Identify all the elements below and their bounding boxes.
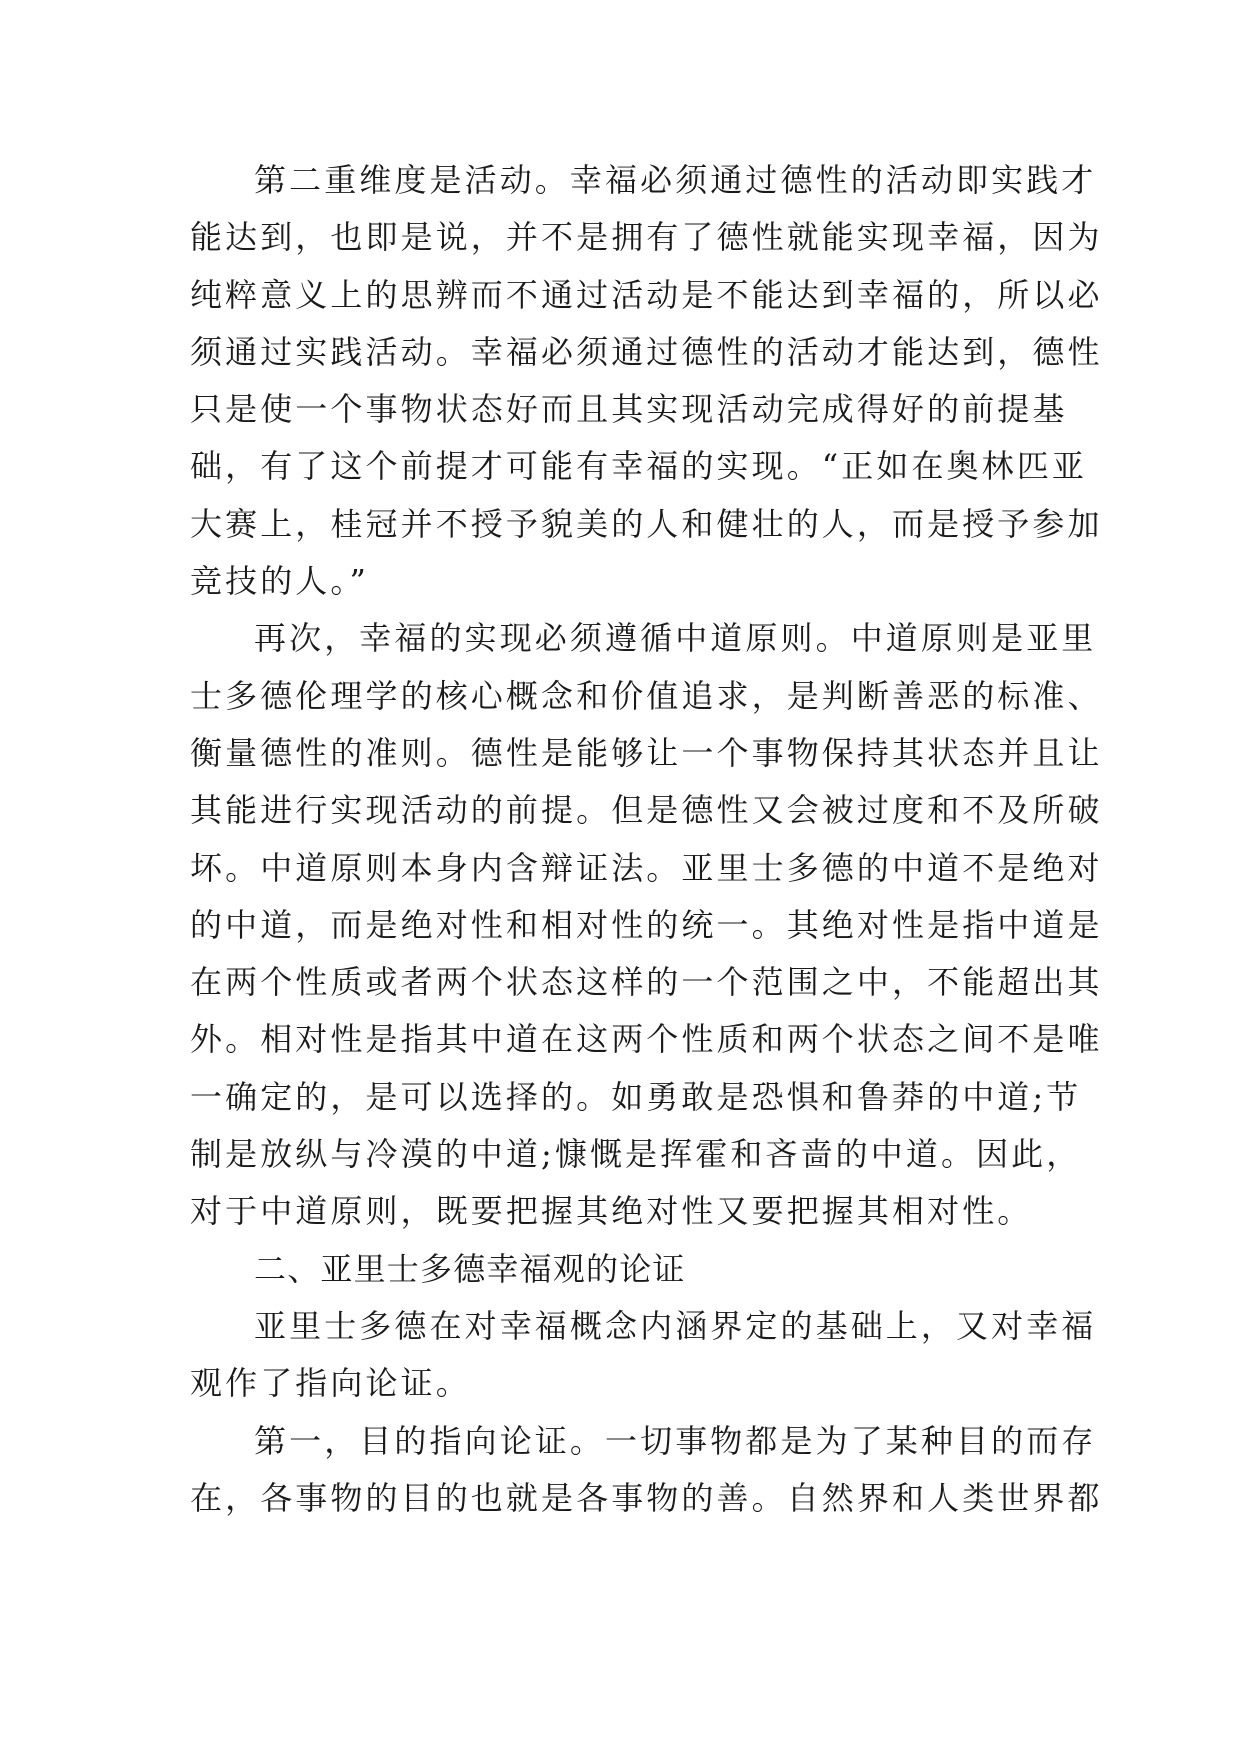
text-line: 大赛上，桂冠并不授予貌美的人和健壮的人，而是授予参加: [190, 504, 1103, 543]
text-line: 观作了指向论证。: [190, 1364, 471, 1403]
text-line: 一确定的，是可以选择的。如勇敢是恐惧和鲁莽的中道;节: [190, 1077, 1082, 1116]
text-line: 对于中道原则，既要把握其绝对性又要把握其相对性。: [190, 1192, 1033, 1231]
text-line: 制是放纵与冷漠的中道;慷慨是挥霍和吝啬的中道。因此，: [190, 1135, 1082, 1174]
body-text: [190, 152, 1103, 1527]
text-line: 士多德伦理学的核心概念和价值追求，是判断善恶的标准、: [190, 676, 1103, 715]
text-line: 坏。中道原则本身内含辩证法。亚里士多德的中道不是绝对: [190, 848, 1103, 887]
text-line: 衡量德性的准则。德性是能够让一个事物保持其状态并且让: [190, 733, 1103, 772]
text-line: 竞技的人。”: [190, 562, 369, 601]
text-line: 在两个性质或者两个状态这样的一个范围之中，不能超出其: [190, 963, 1103, 1002]
text-line: 纯粹意义上的思辨而不通过活动是不能达到幸福的，所以必: [190, 275, 1103, 314]
text-line: 外。相对性是指其中道在这两个性质和两个状态之间不是唯: [190, 1020, 1103, 1059]
text-line: 须通过实践活动。幸福必须通过德性的活动才能达到，德性: [190, 332, 1103, 371]
text-line: 再次，幸福的实现必须遵循中道原则。中道原则是亚里: [254, 619, 1097, 658]
text-line: 其能进行实现活动的前提。但是德性又会被过度和不及所破: [190, 791, 1103, 830]
text-line: 第二重维度是活动。幸福必须通过德性的活动即实践才: [254, 161, 1097, 199]
text-line: 的中道，而是绝对性和相对性的统一。其绝对性是指中道是: [190, 905, 1103, 944]
text-line: 在，各事物的目的也就是各事物的善。自然界和人类世界都: [190, 1478, 1103, 1517]
text-line: 只是使一个事物状态好而且其实现活动完成得好的前提基: [190, 390, 1068, 429]
text-line: 能达到，也即是说，并不是拥有了德性就能实现幸福，因为: [190, 218, 1103, 257]
text-line: 亚里士多德在对幸福概念内涵界定的基础上，又对幸福: [254, 1306, 1097, 1345]
section-heading: 二、亚里士多德幸福观的论证: [254, 1249, 686, 1288]
text-line: 础，有了这个前提才可能有幸福的实现。“正如在奥林匹亚: [190, 447, 1087, 486]
text-line: 第一，目的指向论证。一切事物都是为了某种目的而存: [254, 1421, 1097, 1460]
